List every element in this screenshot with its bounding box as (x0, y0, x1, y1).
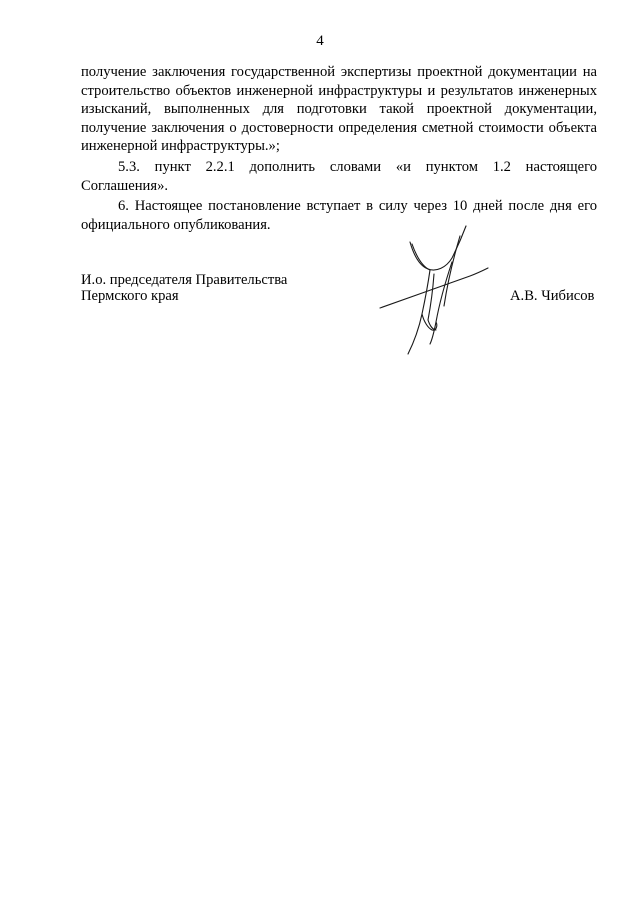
document-body (81, 63, 597, 234)
signatory-title (81, 272, 287, 304)
paragraph-continuation: получение заключения государственной экспертизы проектной документации на строительство объектов инженерной инфраструктуры и результатов инженерных изысканий, выполненных для подготовки такой проектной документации, получение заключения о достоверности определения сметной стоимости объекта инженерной инфраструктуры.»; (81, 64, 597, 155)
signatory-name: А.В. Чибисов (510, 288, 595, 304)
paragraph-item-5-3: 5.3. пункт 2.2.1 дополнить словами «и пунктом 1.2 настоящего Соглашения». (81, 158, 597, 194)
page-number: 4 (316, 33, 324, 49)
paragraph-item-6: 6. Настоящее постановление вступает в силу через 10 дней после дня его официального опубликования. (81, 198, 597, 233)
signature-icon (370, 222, 500, 357)
signatory-title-line1: И.о. председателя Правительства (81, 272, 288, 288)
signatory-title-line2: Пермского края (81, 288, 179, 304)
